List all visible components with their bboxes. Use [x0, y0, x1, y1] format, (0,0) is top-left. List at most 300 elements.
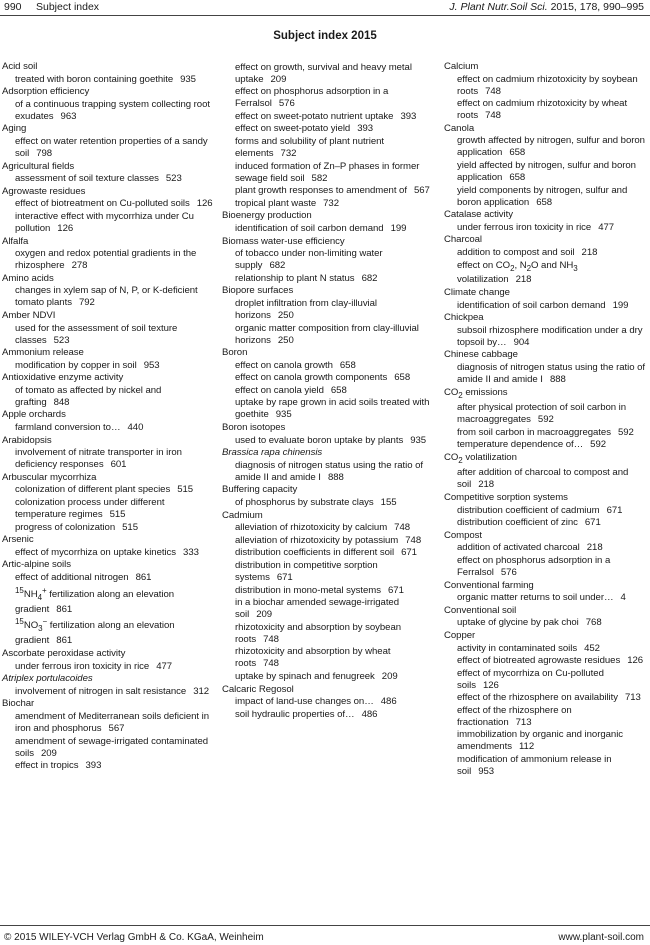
entry-subheading [222, 597, 434, 621]
entry-heading: Ammonium release [2, 347, 84, 359]
index-entry [222, 684, 434, 721]
page-reference: 126 [57, 222, 74, 234]
subheading-text: assessment of soil texture classes [15, 173, 159, 185]
page-reference: 393 [357, 123, 374, 135]
copyright-notice: © 2015 WILEY-VCH Verlag GmbH & Co. KGaA, Weinheim [4, 932, 264, 943]
page-reference: 671 [388, 584, 404, 596]
entry-subheading [2, 422, 214, 434]
entry-heading: Conventional soil [444, 604, 517, 616]
page-reference: 732 [280, 147, 297, 159]
subheading-text: farmland conversion to… [15, 422, 121, 434]
page-reference: 393 [85, 760, 102, 772]
entry-subheading [222, 372, 434, 384]
entry-heading: Arbuscular mycorrhiza [2, 471, 97, 483]
entry-subheading [2, 760, 214, 772]
entry-heading: Alfalfa [2, 235, 29, 247]
entry-subheading [2, 211, 214, 235]
subheading-text: uptake of glycine by pak choi [457, 617, 579, 629]
entry-subheading [2, 74, 214, 86]
entry-subheading [2, 547, 214, 559]
index-entry [222, 210, 434, 235]
entry-heading: Amino acids [2, 272, 54, 284]
index-entry [222, 510, 434, 683]
subheading-text: subsoil rhizosphere modification under a dry topsoil by… [457, 324, 643, 348]
entry-subheading [222, 646, 434, 670]
subheading-text: addition to compost and soil [457, 246, 575, 258]
page-reference: 4 [620, 592, 626, 604]
subheading-text: of tomato as affected by nickel and grafting [15, 384, 162, 408]
entry-heading: Amber NDVI [2, 309, 56, 321]
section-name: Subject index [36, 1, 100, 13]
subheading-text: distribution in competitive sorption systems [235, 560, 378, 583]
subheading-text: treated with boron containing goethite [15, 73, 174, 85]
index-entry [2, 673, 214, 698]
entry-subheading [2, 136, 214, 160]
entry-heading: Ascorbate peroxidase activity [2, 647, 126, 659]
entry-heading: Aging [2, 123, 27, 135]
entry-subheading [222, 360, 434, 372]
page-reference: 523 [165, 173, 182, 185]
page-reference: 671 [276, 572, 293, 583]
entry-subheading [222, 522, 434, 534]
page-reference: 209 [256, 609, 273, 621]
subheading-text: yield components by nitrogen, sulfur and boron application [457, 184, 628, 208]
page-title: Subject index 2015 [273, 30, 377, 42]
index-entry [222, 285, 434, 346]
subheading-text: organic matter composition from clay-illuvial horizons [235, 322, 419, 346]
page-reference: 748 [485, 110, 501, 122]
entry-subheading [222, 560, 434, 584]
entry-subheading [444, 592, 648, 604]
page-reference: 477 [156, 660, 173, 672]
entry-heading: Copper [444, 629, 476, 641]
index-entry [2, 273, 214, 310]
page-reference: 567 [108, 722, 125, 734]
page-reference: 576 [500, 566, 517, 578]
entry-subheading [2, 323, 214, 347]
subheading-text: forms and solubility of plant nutrient elements [235, 135, 385, 159]
page-reference: 671 [401, 547, 417, 559]
entry-subheading [444, 222, 648, 234]
page-reference: 486 [380, 696, 397, 708]
subheading-text: uptake by rape grown in acid soils treated with goethite [235, 397, 430, 421]
entry-subheading [2, 522, 214, 534]
journal-website: www.plant-soil.com [558, 932, 644, 943]
index-entry [2, 161, 214, 186]
index-entry [2, 186, 214, 235]
subheading-text: changes in xylem sap of N, P, or K-deficient tomato plants [15, 285, 198, 309]
index-entry [2, 409, 214, 434]
page-reference: 218 [581, 246, 598, 258]
entry-subheading [444, 754, 648, 778]
entry-heading: Cadmium [222, 509, 263, 521]
entry-subheading [222, 136, 434, 160]
footer-rule [0, 925, 650, 926]
entry-heading: Catalase activity [444, 209, 514, 221]
subheading-text: progress of colonization [15, 521, 116, 533]
page-reference: 658 [509, 147, 526, 159]
index-entry [2, 698, 214, 772]
entry-subheading [444, 668, 648, 692]
subheading-text: effect on canola growth components [235, 372, 388, 384]
index-entry [444, 530, 648, 579]
running-header [0, 0, 650, 14]
index-column-1 [2, 61, 214, 773]
entry-subheading [222, 535, 434, 547]
page-reference: 861 [56, 635, 73, 647]
entry-subheading [222, 385, 434, 397]
subheading-text: plant growth responses to amendment of [235, 185, 407, 197]
index-entry [2, 310, 214, 347]
page-reference: 682 [361, 272, 378, 284]
index-entry [222, 422, 434, 447]
subheading-text: effect on canola yield [235, 384, 324, 396]
entry-subheading [222, 497, 434, 509]
subheading-text: colonization process under different temperature regimes [15, 497, 165, 521]
entry-heading: Biochar [2, 698, 35, 710]
subheading-text: droplet infiltration from clay-illuvial horizons [235, 297, 378, 321]
index-entry [444, 287, 648, 312]
index-entry [2, 86, 214, 123]
entry-subheading [444, 160, 648, 184]
entry-subheading [222, 397, 434, 421]
subheading-text: of a continuous trapping system collecting root exudates [15, 98, 210, 122]
subheading-text: activity in contaminated soils [457, 642, 578, 654]
page-reference: 963 [60, 110, 77, 122]
entry-subheading [444, 427, 648, 439]
subheading-text: effect on phosphorus adsorption in a Ferralsol [235, 86, 389, 110]
page-reference: 713 [624, 692, 641, 704]
index-entry [2, 472, 214, 534]
subheading-text: effect on canola growth [235, 359, 333, 371]
page-reference: 126 [482, 679, 499, 691]
subheading-text: organic matter returns to soil under… [457, 592, 614, 604]
page-reference: 218 [478, 479, 495, 491]
page-reference: 209 [40, 747, 57, 759]
subheading-text: addition of activated charcoal [457, 542, 580, 554]
page-reference: 523 [53, 334, 70, 346]
subheading-text: in a biochar amended sewage-irrigated soil [235, 597, 400, 621]
index-entry [2, 534, 214, 559]
entry-subheading [2, 285, 214, 309]
entry-heading: Arsenic [2, 534, 34, 546]
page-reference: 658 [394, 372, 411, 384]
entry-heading: Climate change [444, 287, 510, 299]
index-entry [444, 349, 648, 386]
entry-subheading [2, 585, 214, 616]
page-reference: 515 [109, 509, 126, 521]
entry-subheading [222, 223, 434, 235]
entry-subheading [444, 135, 648, 159]
entry-subheading [222, 185, 434, 197]
entry-heading: Arabidopsis [2, 434, 52, 446]
page-reference: 112 [518, 741, 535, 753]
page-reference: 209 [270, 73, 287, 85]
subheading-text: effect on sweet-potato yield [235, 123, 351, 135]
subheading-text: effect on water retention properties of a sandy soil [15, 135, 208, 159]
page-reference: 768 [585, 617, 602, 629]
index-entry [222, 62, 434, 210]
entry-subheading [444, 260, 648, 287]
entry-subheading [222, 435, 434, 447]
entry-heading: Adsorption efficiency [2, 86, 90, 98]
index-entry [444, 312, 648, 349]
page-reference: 218 [586, 542, 603, 554]
page-reference: 576 [278, 98, 295, 110]
subheading-text: impact of land-use changes on… [235, 696, 374, 708]
subheading-text: alleviation of rhizotoxicity by potassium [235, 534, 399, 546]
page-reference: 682 [269, 260, 286, 272]
subheading-text: effect on growth, survival and heavy metal uptake [235, 61, 412, 85]
subheading-text: distribution in mono-metal systems [235, 584, 381, 596]
entry-heading: Atriplex portulacoides [2, 673, 93, 685]
index-entry [444, 61, 648, 122]
entry-heading: Compost [444, 529, 483, 541]
subheading-text: effect of biotreated agrowaste residues [457, 655, 621, 667]
page-reference: 671 [606, 504, 623, 516]
index-entry [2, 236, 214, 273]
entry-subheading [444, 517, 648, 529]
subheading-text: oxygen and redox potential gradients in the rhizosphere [15, 248, 197, 272]
entry-subheading [222, 460, 434, 484]
subheading-text: diagnosis of nitrogen status using the ratio of amide II and amide I [235, 459, 424, 483]
subheading-text: effect of the rhizosphere on fractionation [457, 704, 572, 728]
entry-subheading [222, 62, 434, 86]
index-entry [444, 209, 648, 234]
index-entry [222, 447, 434, 484]
subheading-text: colonization of different plant species [15, 484, 171, 496]
entry-subheading [222, 671, 434, 683]
page-reference: 592 [590, 439, 607, 451]
page-reference: 861 [56, 603, 73, 615]
entry-subheading [2, 686, 214, 698]
index-entry [2, 559, 214, 647]
subheading-text: under ferrous iron toxicity in rice [457, 221, 592, 233]
subheading-text: identification of soil carbon demand [235, 222, 384, 234]
entry-subheading [444, 439, 648, 451]
subheading-text: rhizotoxicity and absorption by soybean roots [235, 621, 402, 645]
entry-heading: Antioxidative enzyme activity [2, 372, 124, 384]
page-reference: 888 [327, 471, 344, 483]
page-reference: 126 [196, 198, 213, 210]
entry-subheading [444, 467, 648, 491]
page-reference: 748 [263, 633, 279, 645]
entry-heading: Charcoal [444, 234, 482, 246]
entry-subheading [444, 705, 648, 729]
subheading-text: interactive effect with mycorrhiza under Cu pollution [15, 210, 194, 234]
page-reference: 155 [380, 497, 397, 509]
journal-volume: 2015, 178, 990–995 [547, 1, 644, 13]
entry-subheading [444, 692, 648, 704]
entry-heading: Calcaric Regosol [222, 683, 294, 695]
page-reference: 333 [183, 546, 199, 558]
entry-subheading [222, 161, 434, 185]
page-reference: 582 [311, 172, 328, 184]
journal-name: J. Plant Nutr.Soil Sci. [449, 1, 548, 13]
page-reference: 748 [405, 534, 422, 546]
page-reference: 671 [584, 517, 601, 529]
page-reference: 393 [400, 110, 417, 122]
subheading-text: rhizotoxicity and absorption by wheat roots [235, 646, 391, 670]
page-reference: 658 [330, 384, 347, 396]
index-entry [2, 372, 214, 409]
entry-subheading [444, 617, 648, 629]
entry-subheading [222, 298, 434, 322]
page-reference: 713 [515, 716, 532, 728]
entry-subheading [222, 622, 434, 646]
index-entry [2, 648, 214, 673]
entry-subheading [2, 616, 214, 647]
page-reference: 888 [549, 374, 566, 385]
page-reference: 792 [78, 297, 95, 309]
page-reference: 658 [536, 196, 553, 208]
subheading-text: growth affected by nitrogen, sulfur and boron application [457, 135, 645, 159]
page-reference: 748 [394, 522, 411, 534]
entry-heading: Acid soil [2, 61, 38, 72]
subheading-text: immobilization by organic and inorganic amendments [457, 729, 624, 753]
subheading-text: used for the assessment of soil texture classes [15, 322, 178, 346]
subheading-text: amendment of sewage-irrigated contaminated soils [15, 735, 209, 759]
entry-subheading [2, 99, 214, 123]
entry-subheading [2, 661, 214, 673]
page-reference: 218 [515, 274, 532, 286]
index-entry [2, 347, 214, 372]
index-entry [2, 61, 214, 86]
index-entry [2, 435, 214, 472]
page-reference: 126 [627, 655, 644, 667]
subheading-text: effect of the rhizosphere on availability [457, 692, 618, 704]
subheading-text: from soil carbon in macroaggregates [457, 426, 611, 438]
entry-heading: Brassica rapa chinensis [222, 447, 323, 459]
entry-subheading [2, 248, 214, 272]
index-entry [222, 347, 434, 421]
page-reference: 732 [323, 197, 339, 209]
entry-subheading [2, 497, 214, 521]
entry-heading: Chinese cabbage [444, 349, 518, 361]
subheading-text: effect on cadmium rhizotoxicity by soybean roots [457, 73, 638, 97]
page-reference: 861 [135, 572, 152, 583]
subheading-text: effect of mycorrhiza on uptake kinetics [15, 546, 177, 558]
entry-heading: Biomass water-use efficiency [222, 235, 345, 247]
subheading-text: effect of mycorrhiza on Cu-polluted soils [457, 667, 604, 691]
entry-subheading [444, 555, 648, 579]
entry-subheading [444, 325, 648, 349]
entry-heading: Conventional farming [444, 579, 534, 591]
entry-heading: Agrowaste residues [2, 185, 86, 197]
index-column-3 [444, 61, 648, 779]
index-entry [444, 580, 648, 605]
subheading-text: alleviation of rhizotoxicity by calcium [235, 522, 388, 534]
page-reference: 935 [410, 434, 427, 446]
subheading-text: effect of additional nitrogen [15, 572, 129, 583]
entry-heading: Biopore surfaces [222, 285, 294, 297]
entry-subheading [222, 198, 434, 210]
entry-heading: $CO_2$ volatilization [444, 451, 517, 465]
entry-subheading [2, 711, 214, 735]
subheading-text: distribution coefficient of cadmium [457, 504, 600, 516]
subheading-text: diagnosis of nitrogen status using the ratio of amide II and amide I [457, 362, 646, 385]
page-reference: 199 [390, 222, 407, 234]
subheading-text: soil hydraulic properties of… [235, 708, 355, 720]
subheading-text: of phosphorus by substrate clays [235, 497, 374, 509]
entry-subheading [222, 86, 434, 110]
entry-heading: Artic-alpine soils [2, 559, 71, 571]
entry-subheading [444, 362, 648, 386]
entry-heading: Boron [222, 347, 248, 359]
index-entry [222, 236, 434, 285]
entry-subheading [2, 198, 214, 210]
index-entry [444, 452, 648, 492]
entry-subheading [2, 360, 214, 372]
index-entry [444, 630, 648, 778]
entry-heading: Buffering capacity [222, 484, 298, 496]
entry-subheading [444, 98, 648, 122]
entry-subheading [222, 585, 434, 597]
entry-subheading [2, 572, 214, 584]
page-reference: 199 [612, 299, 629, 311]
index-entry [444, 387, 648, 452]
journal-citation [449, 1, 644, 13]
entry-subheading [2, 484, 214, 496]
page-number: 990 [4, 1, 22, 13]
page-reference: 209 [381, 670, 398, 682]
subheading-text: modification by copper in soil [15, 359, 137, 371]
entry-subheading [2, 173, 214, 185]
entry-heading: Boron isotopes [222, 422, 286, 434]
subheading-text: relationship to plant N status [235, 272, 355, 284]
subheading-text: under ferrous iron toxicity in rice [15, 660, 150, 672]
entry-subheading [444, 74, 648, 98]
subheading-text: involvement of nitrogen in salt resistance [15, 685, 187, 697]
subheading-text: effect of biotreatment on Cu-polluted soils [15, 198, 190, 210]
page-reference: 798 [36, 147, 53, 159]
entry-subheading [222, 709, 434, 721]
index-entry [444, 234, 648, 286]
entry-subheading [222, 273, 434, 285]
entry-subheading [222, 111, 434, 123]
entry-subheading [444, 505, 648, 517]
subheading-text: identification of soil carbon demand [457, 299, 606, 311]
page-reference: 748 [263, 658, 279, 670]
entry-heading: Calcium [444, 61, 479, 72]
index-entry [444, 605, 648, 630]
page-reference: 748 [485, 85, 501, 97]
entry-subheading [444, 729, 648, 753]
subheading-text: effect on phosphorus adsorption in a Ferralsol [457, 554, 611, 578]
page-reference: 935 [275, 409, 292, 421]
subheading-text: effect in tropics [15, 760, 79, 772]
entry-subheading [444, 185, 648, 209]
index-column-2 [222, 61, 434, 721]
page-reference: 953 [478, 766, 495, 778]
entry-subheading [444, 300, 648, 312]
index-entry [444, 492, 648, 529]
page-reference: 601 [110, 459, 127, 471]
entry-heading: Bioenergy production [222, 210, 312, 222]
subheading-text: distribution coefficient of zinc [457, 517, 578, 529]
subheading-text: of tobacco under non-limiting water supply [235, 248, 383, 272]
subheading-text: effect on cadmium rhizotoxicity by wheat roots [457, 98, 628, 122]
entry-subheading [2, 447, 214, 471]
entry-heading: Competitive sorption systems [444, 491, 568, 503]
subheading-text: after addition of charcoal to compost and soil [457, 467, 629, 491]
subheading-text: induced formation of Zn–P phases in former sewage field soil [235, 160, 420, 184]
subheading-text: $^{15}NO_3^-$ fertilization along an elevation gradient [15, 617, 175, 647]
entry-subheading [222, 696, 434, 708]
page-reference: 658 [509, 171, 526, 183]
subheading-text: uptake by spinach and fenugreek [235, 670, 375, 682]
subheading-text: temperature dependence of… [457, 439, 584, 451]
